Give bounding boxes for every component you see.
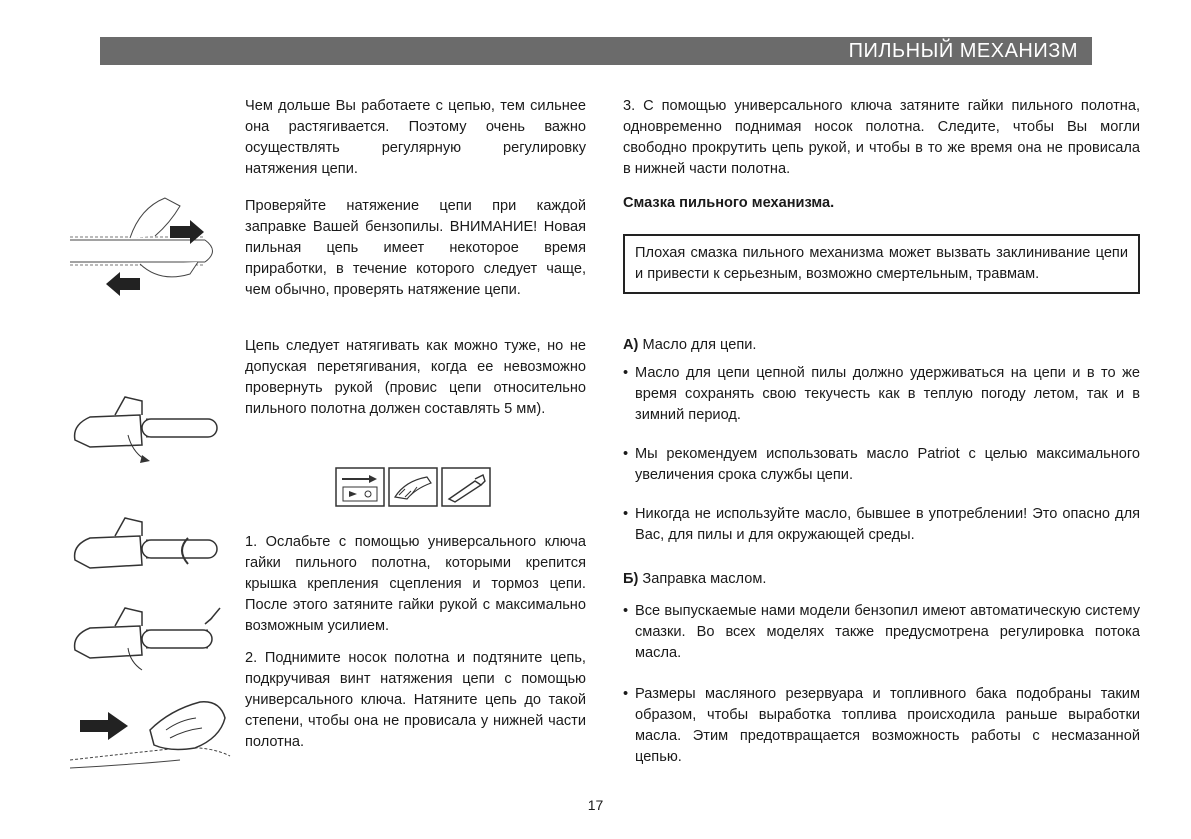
subsection-b-heading: Б) Заправка маслом. — [623, 571, 767, 587]
page-title: ПИЛЬНЫЙ МЕХАНИЗМ — [848, 40, 1078, 62]
section-heading: Смазка пильного механизма. — [623, 195, 835, 211]
left-paragraph-4: 1. Ослабьте с помощью универсального ключа гайки пильного полотна, которыми крепится крышка крепления сцепления и тормоз цепи. После этого затяните гайки рукой с максимально возможным усилием. — [245, 534, 586, 634]
warning-box: Плохая смазка пильного механизма может вызвать заклинивание цепи и привести к серьезным, возможно смертельным, травмам. — [623, 234, 1140, 294]
chainsaw-tighten-illustration — [70, 600, 235, 675]
header-bar — [100, 37, 1092, 65]
chainsaw-loosen-illustration — [70, 510, 235, 585]
chainsaw-tension-illustration — [70, 385, 235, 465]
left-paragraph-5: 2. Поднимите носок полотна и подтяните цепь, подкручивая винт натяжения цепи с помощью универсального ключа. Натяните цепь до такой степени, чтобы она не провисала у нижней части полотна. — [245, 650, 586, 750]
icons-strip — [335, 467, 493, 507]
chain-hand-icon — [389, 468, 437, 506]
wrench-icon — [442, 468, 490, 506]
left-paragraph-3: Цепь следует натягивать как можно туже, но не допуская перетягивания, когда ее невозможно провернуть рукой (провис цепи относительно пильного полотна должен составлять 5 мм). — [245, 338, 586, 417]
arrow-right-icon — [80, 712, 128, 740]
list-item: • Масло для цепи цепной пилы должно удерживаться на цепи и в то же время сохранять свою текучесть как в теплую погоду летом, так и в зимний период. — [623, 365, 1140, 423]
tension-arrow-icon — [336, 468, 384, 506]
left-paragraph-2: Проверяйте натяжение цепи при каждой заправке Вашей бензопилы. ВНИМАНИЕ! Новая пильная цепь имеет некоторое время приработки, в течение которого следует чаще, чем обычно, проверять натяжение цепи. — [245, 198, 586, 298]
list-item: • Никогда не используйте масло, бывшее в употреблении! Это опасно для Вас, для пилы и для окружающей среды. — [623, 506, 1140, 543]
subsection-a-heading: А) Масло для цепи. — [623, 337, 757, 353]
list-item: • Мы рекомендуем использовать масло Patriot с целью максимального увеличения срока службы цепи. — [623, 446, 1140, 483]
right-paragraph-1: 3. С помощью универсального ключа затяните гайки пильного полотна, одновременно поднимая носок полотна. Следите, чтобы Вы могли свободно прокрутить цепь рукой, и чтобы в то же время она не провисала в нижней части полотна. — [623, 98, 1140, 177]
list-item: • Размеры масляного резервуара и топливного бака подобраны таким образом, чтобы выработка топлива происходила раньше выработки масла. Этим предотвращается возможность работы с несмазанной цепью. — [623, 686, 1140, 765]
chain-hand-pull-illustration — [70, 690, 235, 775]
list-item: • Все выпускаемые нами модели бензопил имеют автоматическую систему смазки. Во всех моделях также предусмотрена регулировка потока масла. — [623, 603, 1140, 661]
chain-check-illustration — [70, 178, 235, 303]
left-paragraph-1: Чем дольше Вы работаете с цепью, тем сильнее она растягивается. Поэтому очень важно осуществлять регулярную регулировку натяжения цепи. — [245, 98, 586, 177]
arrow-left-icon — [106, 272, 140, 296]
page-number: 17 — [587, 797, 604, 813]
